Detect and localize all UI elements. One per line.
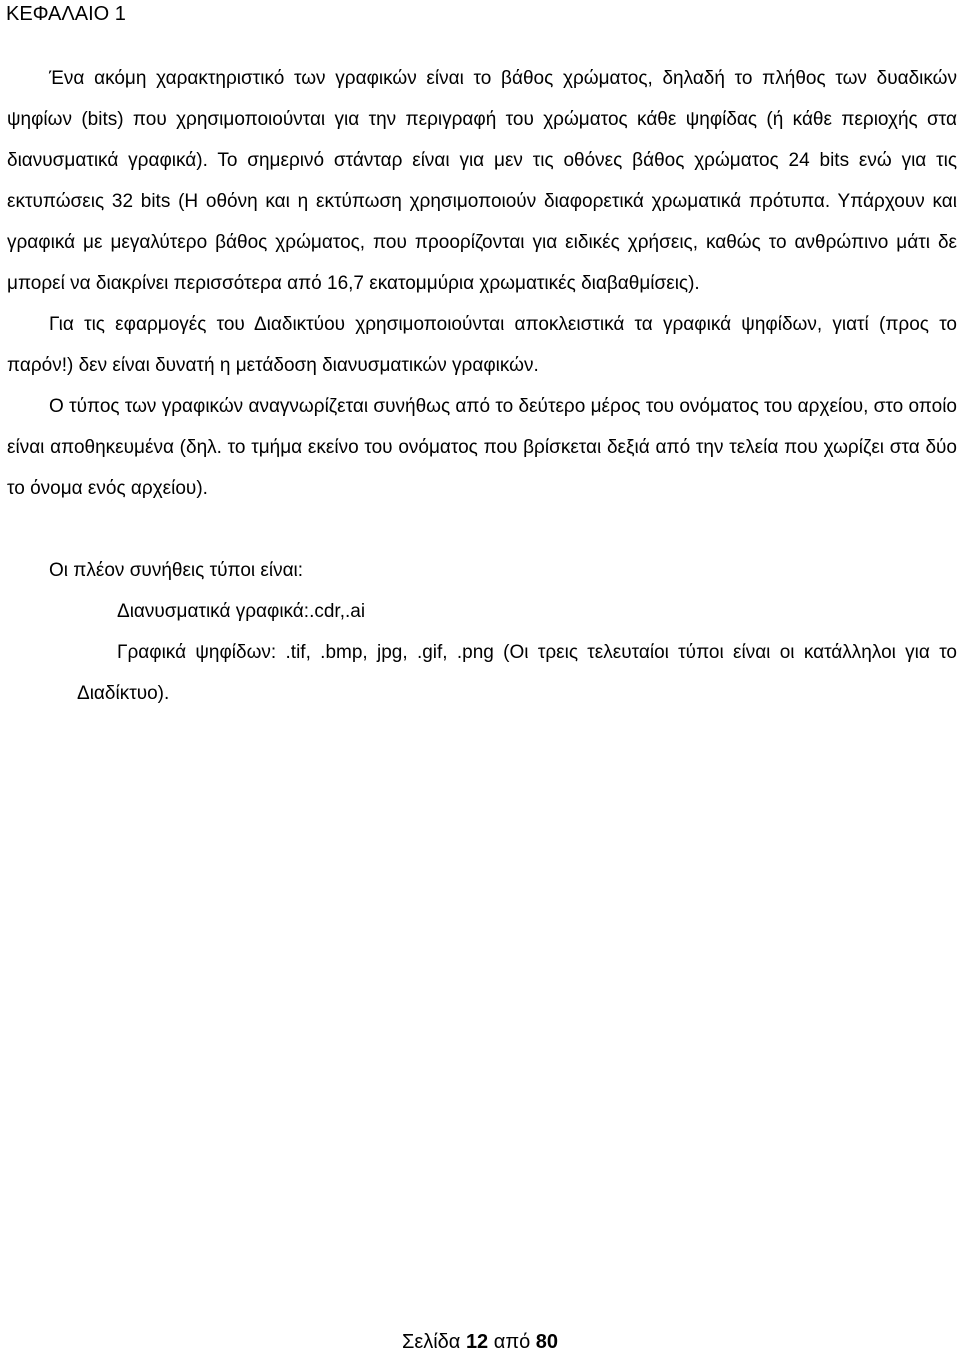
- page-label: Σελίδα: [401, 1331, 461, 1353]
- page-separator: από: [493, 1331, 531, 1353]
- page-total: 80: [535, 1331, 559, 1353]
- list-item-vector: Διανυσματικά γραφικά:.cdr,.ai: [117, 601, 366, 622]
- paragraph-file-type: Ο τύπος των γραφικών αναγνωρίζεται συνήθως από το δεύτερο μέρος του ονόματος του αρχείου, στο οποίο είναι αποθηκευμένα (δηλ. το τμήμα εκείνο του ονόματος που βρίσκεται δεξιά από την τελεία που χωρίζει στα δύο το όνομα ενός αρχείου).: [7, 396, 957, 499]
- document-body: [7, 58, 957, 714]
- list-item-raster: Γραφικά ψηφίδων: .tif, .bmp, jpg, .gif, .png (Οι τρεις τελευταίοι τύποι είναι οι κατάλληλοι για το Διαδίκτυο).: [77, 642, 957, 704]
- chapter-header: ΚΕΦΑΛΑΙΟ 1: [6, 3, 126, 25]
- page-footer: [0, 1330, 960, 1354]
- list-intro: Οι πλέον συνήθεις τύποι είναι:: [49, 560, 304, 581]
- page-number: 12: [465, 1331, 489, 1353]
- paragraph-internet-graphics: Για τις εφαρμογές του Διαδικτύου χρησιμοποιούνται αποκλειστικά τα γραφικά ψηφίδων, γιατί (προς το παρόν!) δεν είναι δυνατή η μετάδοση διανυσματικών γραφικών.: [7, 314, 957, 376]
- spacer: [7, 509, 957, 550]
- paragraph-color-depth: Ένα ακόμη χαρακτηριστικό των γραφικών είναι το βάθος χρώματος, δηλαδή το πλήθος των δυαδικών ψηφίων (bits) που χρησιμοποιούνται για την περιγραφή του χρώματος κάθε ψηφίδας (ή κάθε περιοχής στα διανυσματικά γραφικά). Το σημερινό στάνταρ είναι για μεν τις οθόνες βάθος χρώματος 24 bits ενώ για τις εκτυπώσεις 32 bits (Η οθόνη και η εκτύπωση χρησιμοποιούν διαφορετικά χρωματικά πρότυπα. Υπάρχουν και γραφικά με μεγαλύτερο βάθος χρώματος, που προορίζονται για ειδικές χρήσεις, καθώς το ανθρώπινο μάτι δε μπορεί να διακρίνει περισσότερα από 16,7 εκατομμύρια χρωματικές διαβαθμίσεις).: [7, 68, 957, 294]
